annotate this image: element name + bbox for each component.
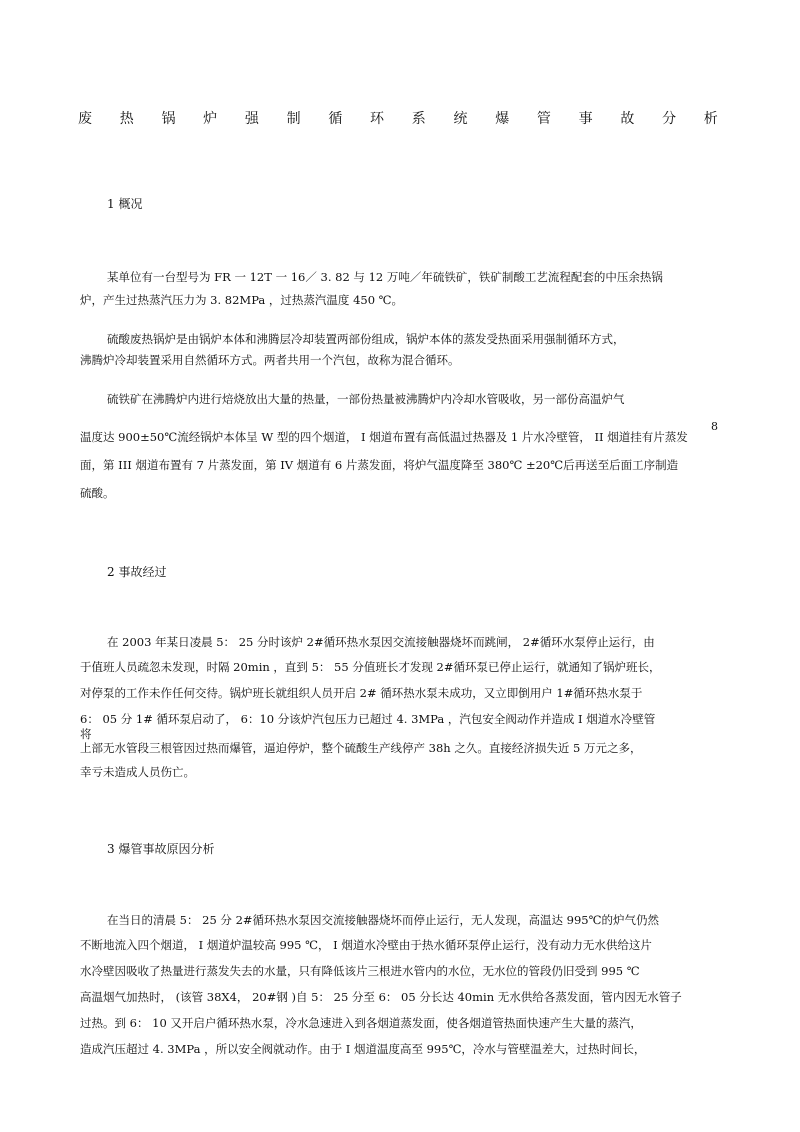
paragraph-line: 幸亏未造成人员伤亡。 bbox=[80, 765, 195, 779]
title-char: 环 bbox=[370, 111, 385, 127]
title-char: 废 bbox=[78, 111, 92, 127]
paragraph-line: 硫酸。 bbox=[80, 486, 115, 500]
title-char: 分 bbox=[662, 111, 677, 127]
page-number: 8 bbox=[711, 420, 718, 433]
paragraph-line: 硫铁矿在沸腾炉内进行焙烧放出大量的热量，一部份热量被沸腾炉内冷却水管吸收，另一部份高温炉气 bbox=[107, 392, 625, 406]
title-char: 析 bbox=[703, 111, 718, 127]
title-char: 制 bbox=[286, 111, 301, 127]
title-char: 事 bbox=[578, 111, 593, 127]
paragraph-line: 将 bbox=[80, 727, 92, 741]
title-char: 故 bbox=[620, 111, 635, 127]
title-char: 系 bbox=[411, 111, 426, 127]
paragraph-line: 面，第 III 烟道布置有 7 片蒸发面，第 IV 烟道有 6 片蒸发面，将炉气温度降至 380℃ ±20℃后再送至后面工序制造 bbox=[80, 458, 679, 472]
paragraph-line: 水冷壁因吸收了热量进行蒸发失去的水量，只有降低该片三根进水管内的水位，无水位的管段仍旧受到 995 ℃ bbox=[80, 964, 640, 978]
title-char: 爆 bbox=[495, 111, 510, 127]
paragraph-line: 过热。到 6： 10 又开启户循环热水泵，冷水急速进入到各烟道蒸发面，使各烟道管热面快速产生大量的蒸汽， bbox=[80, 1016, 642, 1030]
title-char: 管 bbox=[536, 111, 551, 127]
section-heading-1: 1 概况 bbox=[107, 197, 143, 211]
paragraph-line: 在当日的清晨 5： 25 分 2#循环热水泵因交流接触器烧坏而停止运行，无人发现，高温达 995℃的炉气仍然 bbox=[107, 913, 659, 927]
paragraph-line: 沸腾炉冷却装置采用自然循环方式。两者共用一个汽包，故称为混合循环。 bbox=[80, 353, 460, 367]
paragraph-line: 温度达 900±50℃流经锅炉本体呈 W 型的四个烟道， I 烟道布置有高低温过热器及 1 片水冷壁管， II 烟道挂有片蒸发 bbox=[80, 430, 688, 444]
section-heading-3: 3 爆管事故原因分析 bbox=[107, 842, 215, 856]
title-char: 统 bbox=[453, 111, 468, 127]
paragraph-line: 对停泵的工作未作任何交待。锅炉班长就组织人员开启 2# 循环热水泵未成功，又立即倒用户 1#循环热水泵于 bbox=[80, 686, 643, 700]
section-heading-2: 2 事故经过 bbox=[107, 565, 167, 579]
paragraph-line: 某单位有一台型号为 FR 一 12T 一 16／ 3. 82 与 12 万吨／年硫铁矿，铁矿制酸工艺流程配套的中压余热锅 bbox=[107, 270, 663, 284]
paragraph-line: 不断地流入四个烟道， I 烟道炉温较高 995 ℃， I 烟道水冷壁由于热水循环泵停止运行，没有动力无水供给这片 bbox=[80, 938, 652, 952]
paragraph-line: 硫酸废热锅炉是由锅炉本体和沸腾层冷却装置两部份组成，锅炉本体的蒸发受热面采用强制循环方式， bbox=[107, 332, 625, 346]
title-char: 炉 bbox=[203, 111, 218, 127]
paragraph-line: 6： 05 分 1# 循环泵启动了， 6：10 分该炉汽包压力已超过 4. 3MPa ，汽包安全阀动作并造成 I 烟道水冷壁管 bbox=[80, 712, 656, 726]
paragraph-line: 在 2003 年某日凌晨 5： 25 分时该炉 2#循环热水泵因交流接触器烧坏而跳闸， 2#循环水泵停止运行，由 bbox=[107, 635, 655, 649]
title-char: 热 bbox=[119, 111, 134, 127]
paragraph-line: 炉，产生过热蒸汽压力为 3. 82MPa ，过热蒸汽温度 450 ℃。 bbox=[80, 293, 404, 307]
title-char: 强 bbox=[244, 111, 259, 127]
document-title bbox=[78, 108, 718, 128]
paragraph-line: 高温烟气加热时， (该管 38X4， 20#钢 )自 5： 25 分至 6： 05 分长达 40min 无水供给各蒸发面，管内因无水管子 bbox=[80, 990, 682, 1004]
paragraph-line: 于值班人员疏忽未发现，时隔 20min ，直到 5： 55 分值班长才发现 2#循环泵已停止运行，就通知了锅炉班长， bbox=[80, 660, 661, 674]
paragraph-line: 上部无水管段三根管因过热而爆管，逼迫停炉，整个硫酸生产线停产 38h 之久。直接经济损失近 5 万元之多， bbox=[80, 741, 642, 755]
title-char: 循 bbox=[328, 111, 343, 127]
title-char: 锅 bbox=[161, 111, 176, 127]
paragraph-line: 造成汽压超过 4. 3MPa ，所以安全阀就动作。由于 I 烟道温度高至 995℃，冷水与管壁温差大，过热时间长， bbox=[80, 1042, 646, 1056]
